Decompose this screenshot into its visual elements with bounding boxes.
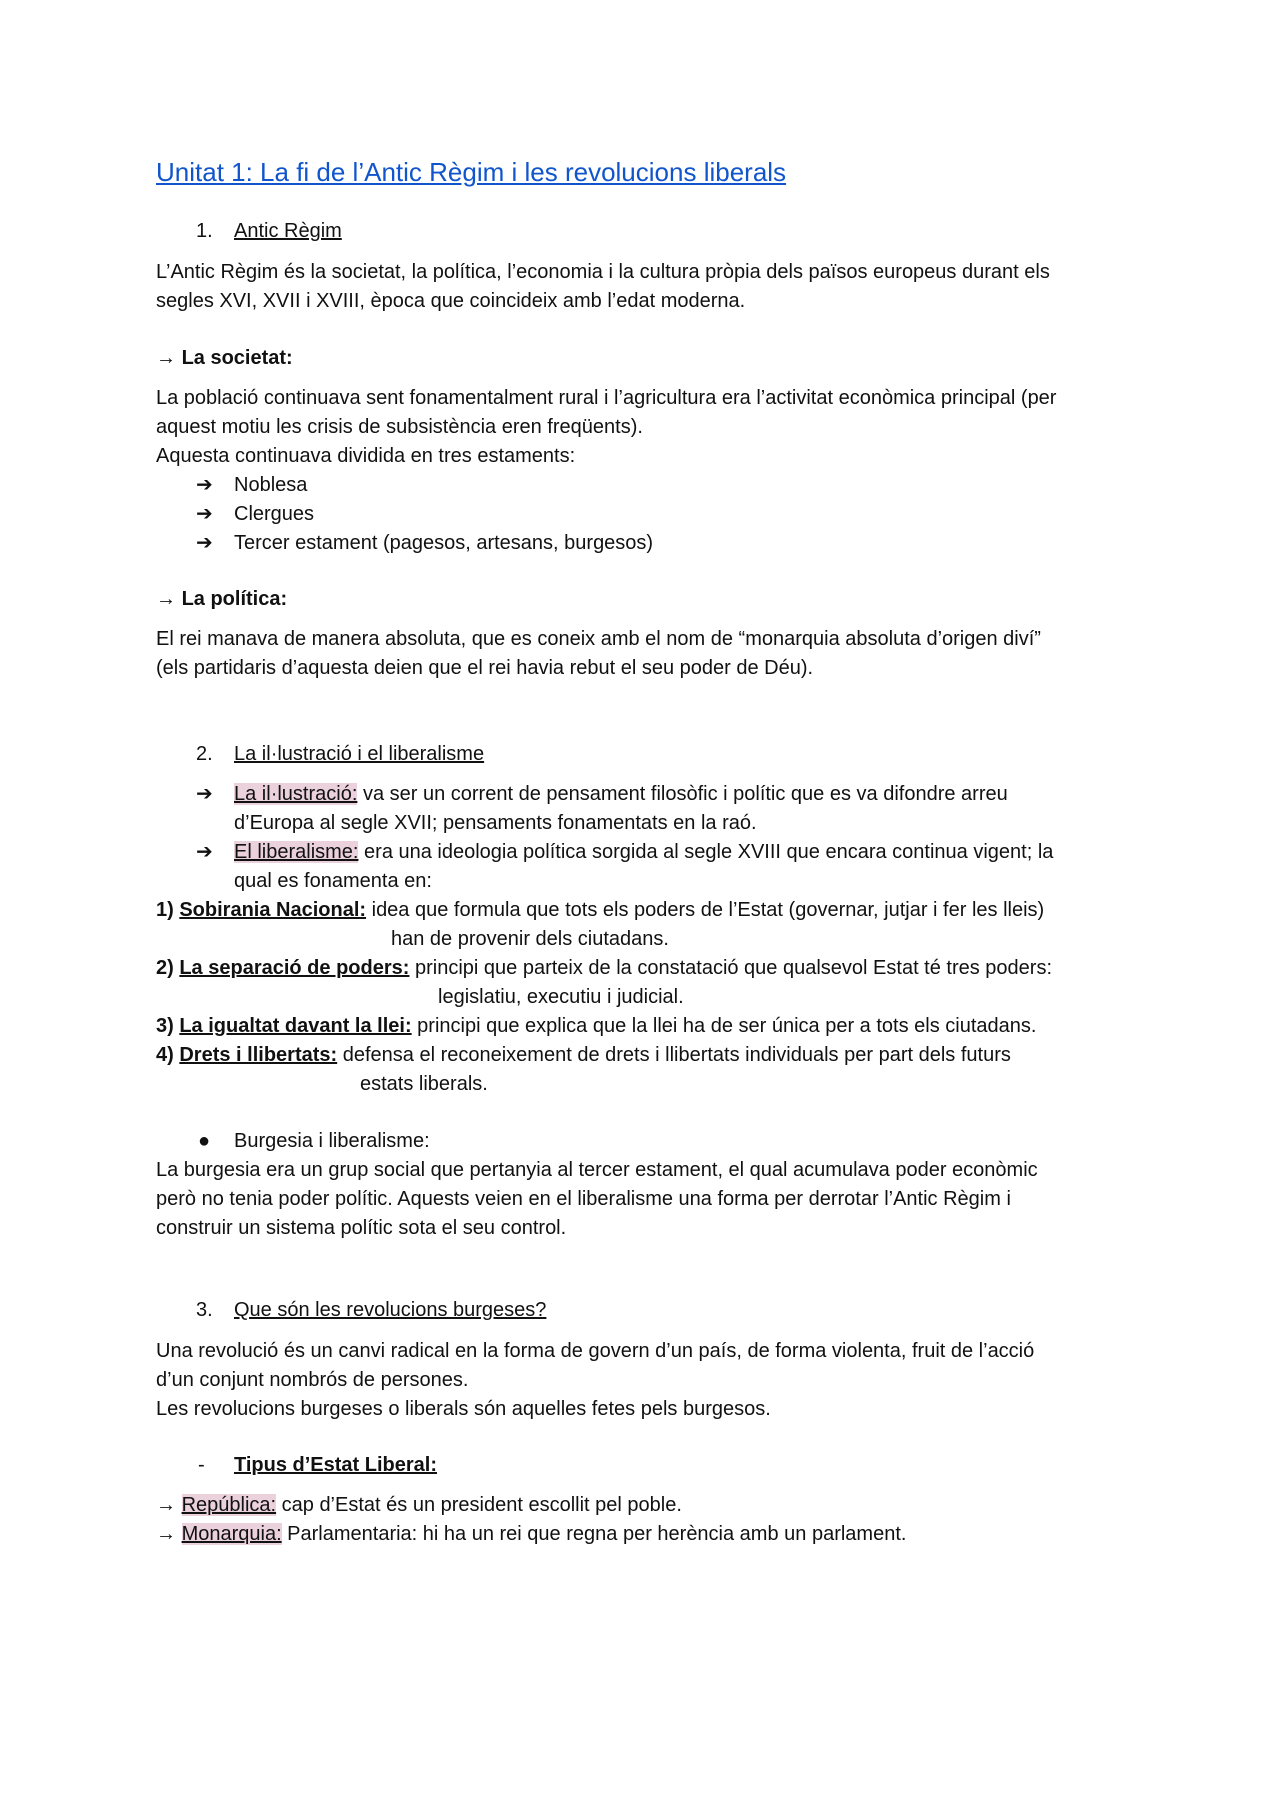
arrow-bullet-icon: ➔	[196, 503, 213, 525]
list-item: La il·lustració: va ser un corrent de pensament filosòfic i polític que es va difondre arreu	[234, 783, 1008, 805]
principle-1: 1) Sobirania Nacional: idea que formula que tots els poders de l’Estat (governar, jutjar i fer les lleis)	[156, 899, 1045, 921]
list-item: Burgesia i liberalisme:	[234, 1130, 430, 1152]
paragraph: L’Antic Règim és la societat, la política, l’economia i la cultura pròpia dels països europeus durant els	[156, 261, 1050, 283]
list-item: Clergues	[234, 503, 315, 525]
list-item: Noblesa	[234, 474, 308, 496]
list-item-monarquia: → Monarquia: Parlamentaria: hi ha un rei que regna per herència amb un parlament.	[156, 1523, 907, 1545]
arrow-bullet-icon: ➔	[196, 783, 213, 805]
dash-bullet-icon: -	[198, 1454, 205, 1476]
list-item: El liberalisme: era una ideologia política sorgida al segle XVIII que encara continua vigent; la	[234, 841, 1054, 863]
list-item-continuation: d’Europa al segle XVII; pensaments fonamentats en la raó.	[234, 812, 757, 834]
paragraph: segles XVI, XVII i XVIII, època que coincideix amb l’edat moderna.	[156, 290, 746, 312]
arrow-bullet-icon: ➔	[196, 532, 213, 554]
subheading-societat: → La societat:	[156, 347, 293, 369]
list-item: Tercer estament (pagesos, artesans, burgesos)	[234, 532, 654, 554]
paragraph: Aquesta continuava dividida en tres estaments:	[156, 445, 576, 467]
subheading-politica: → La política:	[156, 588, 288, 610]
paragraph: Una revolució és un canvi radical en la forma de govern d’un país, de forma violenta, fruit de l’acció	[156, 1340, 1035, 1362]
paragraph: d’un conjunt nombrós de persones.	[156, 1369, 469, 1391]
principle-1-continuation: han de provenir dels ciutadans.	[391, 928, 669, 950]
paragraph: El rei manava de manera absoluta, que es coneix amb el nom de “monarquia absoluta d’origen diví”	[156, 628, 1041, 650]
subheading-tipus: Tipus d’Estat Liberal:	[234, 1454, 437, 1476]
arrow-bullet-icon: ➔	[196, 841, 213, 863]
bullet-dot-icon: ●	[198, 1130, 211, 1152]
section-1-heading: 1. Antic Règim	[196, 220, 342, 242]
principle-4-continuation: estats liberals.	[360, 1073, 488, 1095]
list-item-republica: → República: cap d’Estat és un president escollit pel poble.	[156, 1494, 682, 1516]
paragraph: però no tenia poder polític. Aquests veien en el liberalisme una forma per derrotar l’Antic Règim i	[156, 1188, 1011, 1210]
paragraph: aquest motiu les crisis de subsistència eren freqüents).	[156, 416, 643, 438]
principle-2-continuation: legislatiu, executiu i judicial.	[438, 986, 684, 1008]
document-title[interactable]: Unitat 1: La fi de l’Antic Règim i les revolucions liberals	[156, 157, 787, 187]
principle-2: 2) La separació de poders: principi que parteix de la constatació que qualsevol Estat té tres poders:	[156, 957, 1053, 979]
paragraph: (els partidaris d’aquesta deien que el rei havia rebut el seu poder de Déu).	[156, 657, 814, 679]
section-2-heading: 2. La il·lustració i el liberalisme	[196, 743, 485, 765]
section-3-heading: 3. Que són les revolucions burgeses?	[196, 1299, 547, 1321]
paragraph: La població continuava sent fonamentalment rural i l’agricultura era l’activitat econòmica principal (per	[156, 387, 1057, 409]
list-item-continuation: qual es fonamenta en:	[234, 870, 432, 892]
arrow-bullet-icon: ➔	[196, 474, 213, 496]
paragraph: Les revolucions burgeses o liberals són aquelles fetes pels burgesos.	[156, 1398, 771, 1420]
principle-3: 3) La igualtat davant la llei: principi que explica que la llei ha de ser única per a tots els ciutadans.	[156, 1015, 1037, 1037]
paragraph: construir un sistema polític sota el seu control.	[156, 1217, 567, 1239]
principle-4: 4) Drets i llibertats: defensa el reconeixement de drets i llibertats individuals per part dels futurs	[156, 1044, 1011, 1066]
paragraph: La burgesia era un grup social que pertanyia al tercer estament, el qual acumulava poder econòmic	[156, 1159, 1038, 1181]
